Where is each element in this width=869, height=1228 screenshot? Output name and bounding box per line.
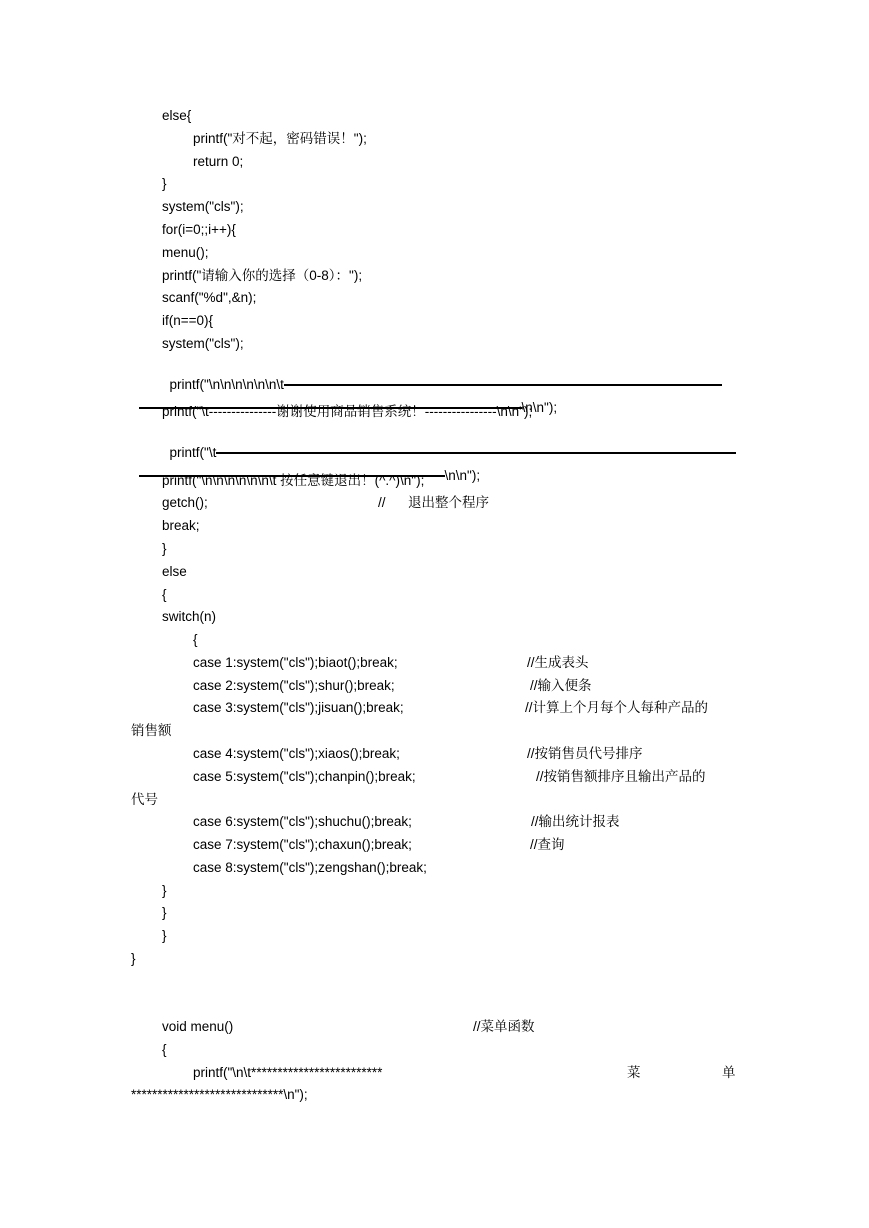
code-line: printf("\t---------------谢谢使用商品销售系统！----------------\n\n"); [162,404,533,419]
code-line: break; [162,518,200,533]
code-text: printf("\n\n\n\n\n\n\t [169,377,284,392]
code-line: case 2:system("cls");shur();break; [193,678,395,693]
code-line: else{ [162,108,192,123]
code-line: case 1:system("cls");biaot();break; [193,655,398,670]
code-line: { [162,1042,167,1057]
code-comment: //按销售额排序且输出产品的 [536,769,706,784]
code-comment-wrap: 销售额 [131,723,172,738]
code-line: printf("\n\n\n\n\n\n\t 按任意键退出！(^.^)\n"); [162,473,425,488]
code-line: } [131,951,136,966]
code-line: void menu() [162,1019,234,1034]
code-line: return 0; [193,154,244,169]
code-line: switch(n) [162,609,217,624]
code-line: } [162,883,167,898]
code-line: } [162,176,167,191]
code-line: case 8:system("cls");zengshan();break; [193,860,427,875]
code-comment: //计算上个月每个人每种产品的 [525,700,709,715]
code-line: printf("\n\t************************* [193,1065,383,1080]
code-line: printf("请输入你的选择（0-8）："); [162,268,363,283]
code-comment-wrap: 代号 [131,792,158,807]
code-text: printf("\t [169,445,217,460]
code-line: case 7:system("cls");chaxun();break; [193,837,412,852]
code-comment: //查询 [530,837,565,852]
code-line: } [162,541,167,556]
code-line: } [162,928,167,943]
code-line: case 6:system("cls");shuchu();break; [193,814,412,829]
code-line: *****************************\n"); [131,1087,308,1102]
code-line: { [162,587,167,602]
code-line: for(i=0;;i++){ [162,222,236,237]
code-comment: //输入便条 [530,678,592,693]
code-line: scanf("%d",&n); [162,290,257,305]
code-text: \n\n"); [521,400,558,415]
code-line: system("cls"); [162,336,244,351]
code-line: else [162,564,187,579]
code-text: \n\n"); [444,468,481,483]
code-line: getch(); [162,495,208,510]
code-text: 单 [722,1065,736,1080]
code-line: { [193,632,198,647]
code-line: printf("对不起，密码错误！"); [193,131,367,146]
code-comment: //输出统计报表 [531,814,620,829]
code-line: menu(); [162,245,209,260]
code-line: if(n==0){ [162,313,214,328]
code-line: case 3:system("cls");jisuan();break; [193,700,404,715]
code-line: system("cls"); [162,199,244,214]
code-comment: //生成表头 [527,655,589,670]
code-line: } [162,905,167,920]
code-comment: // 退出整个程序 [378,495,490,510]
code-line: case 4:system("cls");xiaos();break; [193,746,400,761]
code-comment: //按销售员代号排序 [527,746,643,761]
code-text: 菜 [627,1065,641,1080]
code-line: case 5:system("cls");chanpin();break; [193,769,416,784]
code-comment: //菜单函数 [473,1019,535,1034]
